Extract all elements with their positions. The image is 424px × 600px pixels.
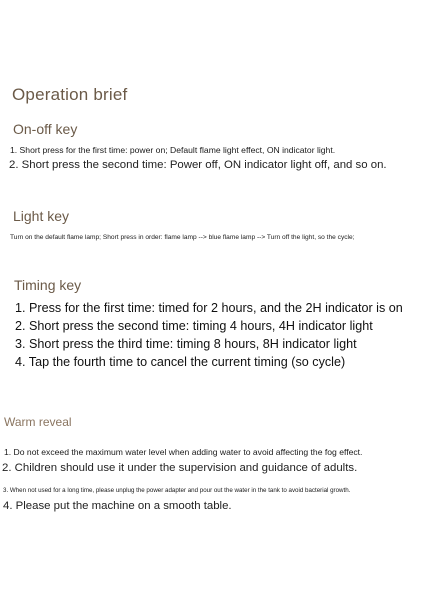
onoff-line-2: 2. Short press the second time: Power off, ON indicator light off, and so on. xyxy=(9,159,387,171)
timing-line-1: 1. Press for the first time: timed for 2 hours, and the 2H indicator is on xyxy=(15,301,403,315)
warm-line-3: 3. When not used for a long time, please unplug the power adapter and pour out the water in the tank to avoid bacterial growth. xyxy=(3,487,351,494)
timing-heading: Timing key xyxy=(14,277,82,293)
timing-line-4: 4. Tap the fourth time to cancel the current timing (so cycle) xyxy=(15,355,346,369)
light-heading: Light key xyxy=(13,208,70,224)
onoff-heading: On-off key xyxy=(13,121,78,137)
warm-line-4: 4. Please put the machine on a smooth table. xyxy=(3,500,232,512)
page-title: Operation brief xyxy=(12,85,128,104)
warm-line-2: 2. Children should use it under the supervision and guidance of adults. xyxy=(2,462,358,474)
warm-line-1: 1. Do not exceed the maximum water level when adding water to avoid affecting the fog effect. xyxy=(4,447,363,457)
timing-line-3: 3. Short press the third time: timing 8 hours, 8H indicator light xyxy=(15,337,357,351)
light-line: Turn on the default flame lamp; Short press in order: flame lamp --> blue flame lamp --> Turn off the light, so the cycle; xyxy=(10,234,355,241)
onoff-line-1: 1. Short press for the first time: power on; Default flame light effect, ON indicator light. xyxy=(10,145,336,155)
warm-heading: Warm reveal xyxy=(4,415,72,429)
timing-line-2: 2. Short press the second time: timing 4 hours, 4H indicator light xyxy=(15,319,373,333)
